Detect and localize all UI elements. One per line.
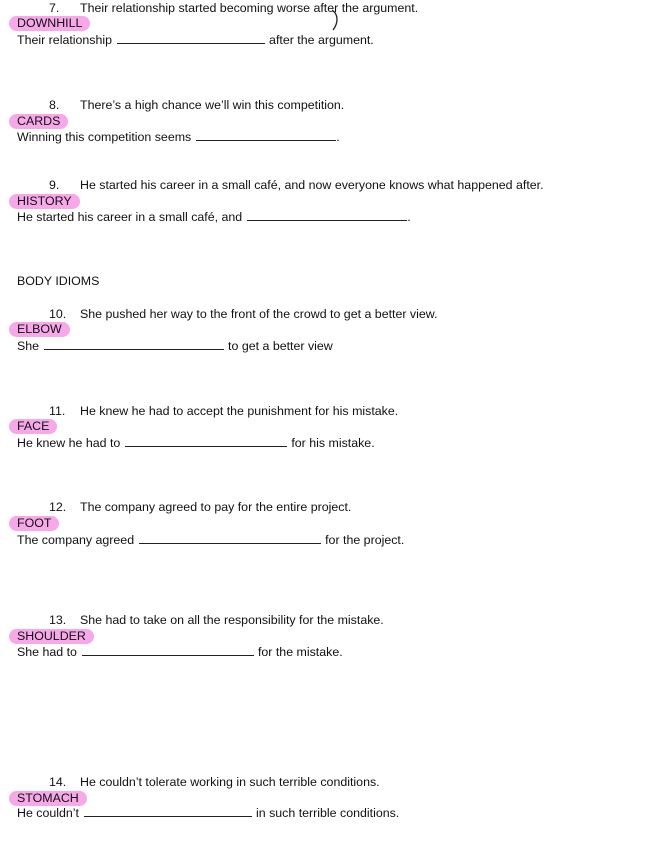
answer-blank[interactable] bbox=[117, 33, 265, 44]
answer-suffix: for the mistake. bbox=[257, 645, 343, 659]
question-number: 13. bbox=[49, 613, 67, 627]
question-8-answer bbox=[17, 130, 340, 145]
question-9-answer bbox=[17, 210, 411, 225]
question-number: 14. bbox=[49, 775, 67, 789]
answer-suffix: . bbox=[407, 210, 411, 224]
question-text: There’s a high chance we’ll win this competition. bbox=[80, 98, 345, 112]
keyword-highlight-stomach: STOMACH bbox=[9, 791, 87, 806]
keyword-highlight-face: FACE bbox=[9, 419, 57, 434]
answer-suffix: to get a better view bbox=[228, 339, 333, 353]
answer-prefix: She bbox=[17, 339, 40, 353]
section-heading: BODY IDIOMS bbox=[17, 274, 100, 288]
answer-suffix: for his mistake. bbox=[291, 436, 375, 450]
answer-suffix: for the project. bbox=[325, 533, 405, 547]
answer-prefix: He started his career in a small café, and bbox=[17, 210, 243, 224]
keyword-highlight-foot: FOOT bbox=[9, 516, 59, 531]
question-8-prompt bbox=[49, 98, 344, 113]
answer-blank[interactable] bbox=[82, 645, 254, 656]
question-number: 8. bbox=[49, 98, 60, 112]
answer-suffix: . bbox=[336, 130, 340, 144]
answer-prefix: He couldn’t bbox=[17, 806, 79, 820]
keyword-highlight-cards: CARDS bbox=[9, 114, 68, 129]
question-text: The company agreed to pay for the entire project. bbox=[80, 500, 352, 514]
answer-prefix: He knew he had to bbox=[17, 436, 121, 450]
question-text: Their relationship started becoming worse after the argument. bbox=[80, 1, 419, 15]
answer-prefix: Their relationship bbox=[17, 33, 113, 47]
question-number: 7. bbox=[49, 1, 60, 15]
answer-blank[interactable] bbox=[125, 436, 287, 447]
answer-prefix: Winning this competition seems bbox=[17, 130, 192, 144]
keyword-highlight-history: HISTORY bbox=[9, 194, 80, 209]
question-11-answer bbox=[17, 436, 375, 451]
answer-suffix: after the argument. bbox=[269, 33, 374, 47]
answer-blank[interactable] bbox=[196, 130, 336, 141]
question-13-prompt bbox=[49, 613, 384, 628]
question-12-answer bbox=[17, 533, 404, 548]
answer-blank[interactable] bbox=[247, 210, 407, 221]
question-text: She had to take on all the responsibility for the mistake. bbox=[80, 613, 384, 627]
keyword-highlight-downhill: DOWNHILL bbox=[9, 16, 90, 31]
question-text: She pushed her way to the front of the crowd to get a better view. bbox=[80, 307, 438, 321]
question-7-answer bbox=[17, 33, 374, 48]
question-10-prompt bbox=[49, 307, 437, 322]
question-12-prompt bbox=[49, 500, 351, 515]
question-13-answer bbox=[17, 645, 343, 660]
answer-suffix: in such terrible conditions. bbox=[256, 806, 400, 820]
handwritten-curve-icon bbox=[328, 8, 342, 32]
question-11-prompt bbox=[49, 404, 398, 419]
answer-blank[interactable] bbox=[44, 339, 224, 350]
answer-prefix: She had to bbox=[17, 645, 77, 659]
question-text: He knew he had to accept the punishment for his mistake. bbox=[80, 404, 399, 418]
question-number: 11. bbox=[49, 404, 66, 418]
question-14-prompt bbox=[49, 775, 380, 790]
answer-blank[interactable] bbox=[139, 533, 321, 544]
question-text: He started his career in a small café, and now everyone knows what happened after. bbox=[80, 178, 544, 192]
question-14-answer bbox=[17, 806, 399, 821]
question-text: He couldn’t tolerate working in such terrible conditions. bbox=[80, 775, 380, 789]
question-number: 10. bbox=[49, 307, 67, 321]
question-7-prompt bbox=[49, 1, 418, 16]
keyword-highlight-elbow: ELBOW bbox=[9, 322, 70, 337]
question-9-prompt bbox=[49, 178, 544, 193]
keyword-highlight-shoulder: SHOULDER bbox=[9, 629, 94, 644]
question-number: 12. bbox=[49, 500, 67, 514]
question-number: 9. bbox=[49, 178, 60, 192]
question-10-answer bbox=[17, 339, 333, 354]
answer-blank[interactable] bbox=[84, 806, 252, 817]
answer-prefix: The company agreed bbox=[17, 533, 135, 547]
